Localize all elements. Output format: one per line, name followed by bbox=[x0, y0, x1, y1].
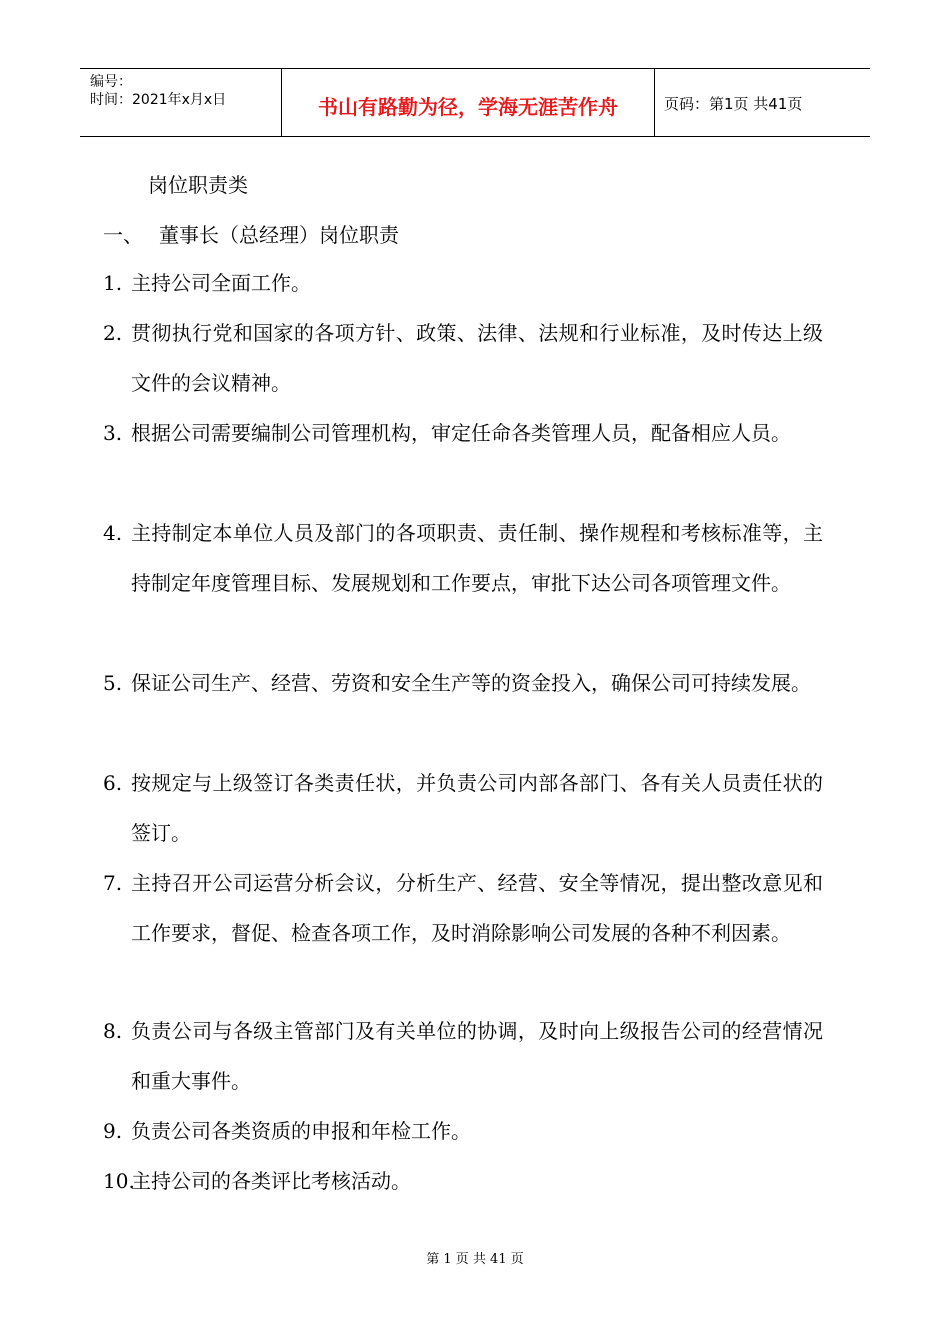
header-page-cell bbox=[654, 69, 870, 136]
list-item bbox=[103, 408, 823, 458]
item-number: 1. bbox=[103, 271, 123, 295]
item-number: 9. bbox=[103, 1119, 123, 1143]
document-date: 时间：2021年x月x日 bbox=[90, 92, 227, 108]
header-motto-cell bbox=[281, 69, 655, 136]
list-item bbox=[103, 858, 823, 958]
item-number: 3. bbox=[103, 421, 123, 445]
header-motto: 书山有路勤为径，学海无涯苦作舟 bbox=[318, 95, 618, 119]
list-item bbox=[103, 1006, 823, 1106]
list-item bbox=[103, 658, 823, 708]
item-text: 贯彻执行党和国家的各项方针、政策、法律、法规和行业标准，及时传达上级文件的会议精神。 bbox=[131, 321, 823, 395]
item-number: 2. bbox=[103, 321, 123, 345]
item-text: 主持公司全面工作。 bbox=[131, 271, 311, 295]
item-text: 主持制定本单位人员及部门的各项职责、责任制、操作规程和考核标准等，主持制定年度管理目标、发展规划和工作要点，审批下达公司各项管理文件。 bbox=[131, 521, 823, 595]
list-item bbox=[103, 1156, 823, 1206]
item-number: 8. bbox=[103, 1019, 123, 1043]
section-marker: 一、 bbox=[103, 223, 143, 247]
item-number: 10. bbox=[103, 1169, 135, 1193]
section-heading bbox=[103, 218, 399, 252]
item-text: 负责公司各类资质的申报和年检工作。 bbox=[131, 1119, 471, 1143]
item-number: 4. bbox=[103, 521, 123, 545]
list-item bbox=[103, 258, 823, 308]
document-title: 岗位职责类 bbox=[148, 173, 248, 197]
item-number: 6. bbox=[103, 771, 123, 795]
item-text: 主持公司的各类评比考核活动。 bbox=[131, 1169, 411, 1193]
list-item bbox=[103, 1106, 823, 1156]
item-text: 根据公司需要编制公司管理机构，审定任命各类管理人员，配备相应人员。 bbox=[131, 421, 791, 445]
item-text: 保证公司生产、经营、劳资和安全生产等的资金投入，确保公司可持续发展。 bbox=[131, 671, 811, 695]
list-item bbox=[103, 308, 823, 408]
header-info-cell bbox=[80, 69, 280, 136]
list-item bbox=[103, 758, 823, 858]
list-item bbox=[103, 508, 823, 608]
header-page-code: 页码：第1页 共41页 bbox=[664, 95, 803, 113]
page-footer: 第 1 页 共 41 页 bbox=[426, 1252, 524, 1267]
page-header bbox=[80, 68, 870, 137]
item-number: 5. bbox=[103, 671, 123, 695]
section-heading-text: 董事长（总经理）岗位职责 bbox=[159, 223, 399, 247]
document-number-label: 编号： bbox=[90, 74, 132, 90]
item-number: 7. bbox=[103, 871, 123, 895]
item-text: 负责公司与各级主管部门及有关单位的协调，及时向上级报告公司的经营情况和重大事件。 bbox=[131, 1019, 823, 1093]
item-text: 按规定与上级签订各类责任状，并负责公司内部各部门、各有关人员责任状的签订。 bbox=[131, 771, 823, 845]
item-text: 主持召开公司运营分析会议，分析生产、经营、安全等情况，提出整改意见和工作要求，督促、检查各项工作，及时消除影响公司发展的各种不利因素。 bbox=[131, 871, 823, 945]
